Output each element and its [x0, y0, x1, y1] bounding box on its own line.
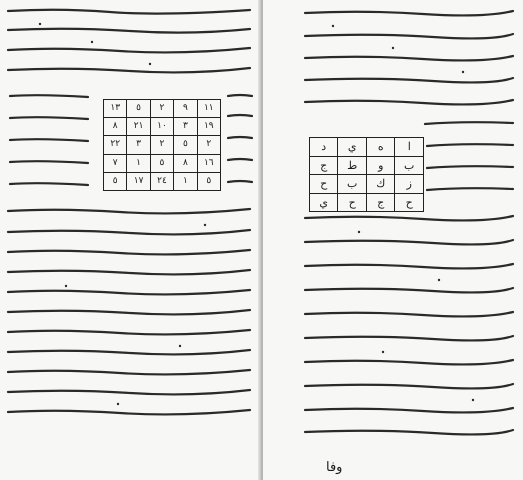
table-cell: ١	[174, 172, 197, 190]
table-cell: ٢	[150, 136, 173, 154]
table-cell: ط	[338, 156, 367, 175]
table-cell: ح	[338, 193, 367, 212]
table-cell: ٢	[197, 136, 220, 154]
folio-number: وفا	[326, 460, 343, 475]
table-cell: ح	[395, 193, 424, 212]
right-page-text-lines	[263, 0, 523, 480]
table-cell: ب	[395, 156, 424, 175]
table-row	[310, 156, 424, 175]
table-cell: ا	[395, 138, 424, 157]
table-cell: ب	[338, 175, 367, 194]
table-cell: ١٧	[127, 172, 150, 190]
table-cell: ٧	[104, 154, 127, 172]
table-cell: ١٩	[197, 118, 220, 136]
table-row	[104, 172, 221, 190]
table-cell: ٢٤	[150, 172, 173, 190]
right-page	[263, 0, 523, 480]
left-page-text-lines	[0, 0, 261, 480]
table-cell: ٢٢	[104, 136, 127, 154]
table-cell: ي	[310, 193, 338, 212]
table-cell: ١	[127, 154, 150, 172]
table-cell: ج	[366, 193, 394, 212]
table-cell: ج	[310, 156, 338, 175]
left-page	[0, 0, 261, 480]
table-cell: د	[310, 138, 338, 157]
table-cell: ١٦	[197, 154, 220, 172]
table-cell: ٥	[197, 172, 220, 190]
table-cell: ١١	[197, 100, 220, 118]
table-cell: ه	[366, 138, 394, 157]
magic-square-table	[103, 99, 221, 191]
table-row	[104, 100, 221, 118]
table-cell: ك	[366, 175, 394, 194]
table-cell: ٨	[174, 154, 197, 172]
table-row	[310, 138, 424, 157]
table-cell: ٣	[174, 118, 197, 136]
table-row	[104, 136, 221, 154]
table-cell: و	[366, 156, 394, 175]
table-cell: ٥	[127, 100, 150, 118]
table-row	[104, 154, 221, 172]
table-cell: ٥	[104, 172, 127, 190]
table-cell: ٥	[174, 136, 197, 154]
table-cell: ي	[338, 138, 367, 157]
table-cell: ٢	[150, 100, 173, 118]
table-cell: ٢١	[127, 118, 150, 136]
table-cell: ٥	[150, 154, 173, 172]
table-row	[310, 193, 424, 212]
table-cell: ٨	[104, 118, 127, 136]
letter-grid-table	[309, 137, 424, 212]
table-cell: ٩	[174, 100, 197, 118]
table-row	[104, 118, 221, 136]
table-cell: ح	[310, 175, 338, 194]
table-cell: ١٣	[104, 100, 127, 118]
table-cell: ز	[395, 175, 424, 194]
table-cell: ١٠	[150, 118, 173, 136]
table-row	[310, 175, 424, 194]
table-cell: ٣	[127, 136, 150, 154]
